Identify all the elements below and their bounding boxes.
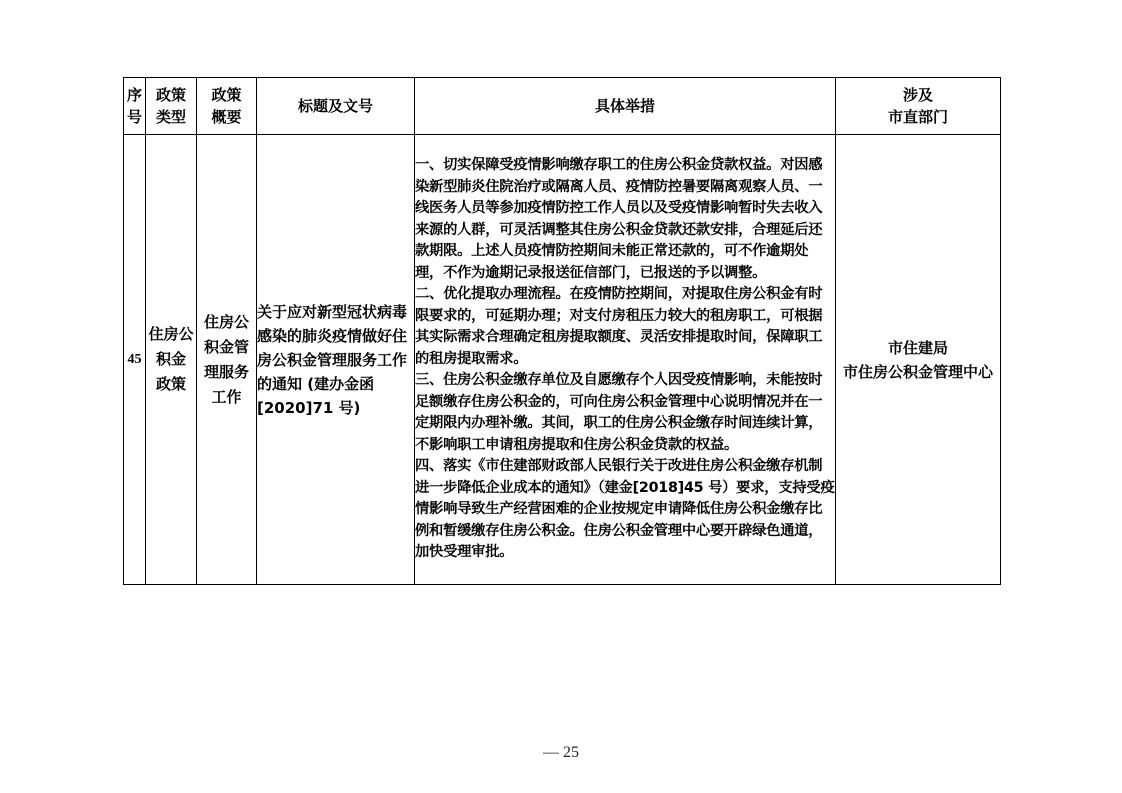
header-policy-summary: 政策 概要 <box>197 78 257 135</box>
header-title: 标题及文号 <box>257 78 415 135</box>
policy-table <box>123 77 1001 585</box>
measure-item: 三、住房公积金缴存单位及自愿缴存个人因受疫情影响，未能按时足额缴存住房公积金的，可向住房公积金管理中心说明情况并在一定期限内办理补缴。其间，职工的住房公积金缴存时间连续计算，不影响职工申请租房提取和住房公积金贷款的权益。 <box>415 372 823 453</box>
header-seq: 序 号 <box>124 78 146 135</box>
policy-summary: 住房公 积金管 理服务 工作 <box>197 135 257 585</box>
measure-item: 二、优化提取办理流程。在疫情防控期间，对提取住房公积金有时限要求的，可延期办理；对支付房租压力较大的租房职工，可根据其实际需求合理确定租房提取额度、灵活安排提取时间，保障职工的租房提取需求。 <box>415 286 823 367</box>
measure-item: 一、切实保障受疫情影响缴存职工的住房公积金贷款权益。对因感染新型肺炎住院治疗或隔离人员、疫情防控暑要隔离观察人员、一线医务人员等参加疫情防控工作人员以及受疫情影响暂时失去收入来源的人群，可灵活调整其住房公积金贷款还款安排，合理延后还款期限。上述人员疫情防控期间未能正常还款的，可不作逾期处理，不作为逾期记录报送征信部门，已报送的予以调整。 <box>415 157 823 281</box>
header-measures: 具体举措 <box>415 78 836 135</box>
table-header-row <box>124 78 1001 135</box>
departments: 市住建局 市住房公积金管理中心 <box>836 135 1001 585</box>
header-departments: 涉及 市直部门 <box>836 78 1001 135</box>
row-number: 45 <box>124 135 146 585</box>
table-row <box>124 135 1001 585</box>
policy-measures <box>415 135 836 585</box>
header-policy-type: 政策 类型 <box>146 78 197 135</box>
measure-item: 四、落实《市住建部财政部人民银行关于改进住房公积金缴存机制进一步降低企业成本的通知》（建金[2018]45 号）要求，支持受疫情影响导致生产经营困难的企业按规定申请降低住房公积金缴存比例和暂缓缴存住房公积金。住房公积金管理中心要开辟绿色通道，加快受理审批。 <box>415 458 835 561</box>
policy-type: 住房公 积金 政策 <box>146 135 197 585</box>
policy-title: 关于应对新型冠状病毒感染的肺炎疫情做好住房公积金管理服务工作的通知 (建办金函[2020]71 号) <box>257 135 415 585</box>
page-number: — 25 <box>543 744 579 761</box>
